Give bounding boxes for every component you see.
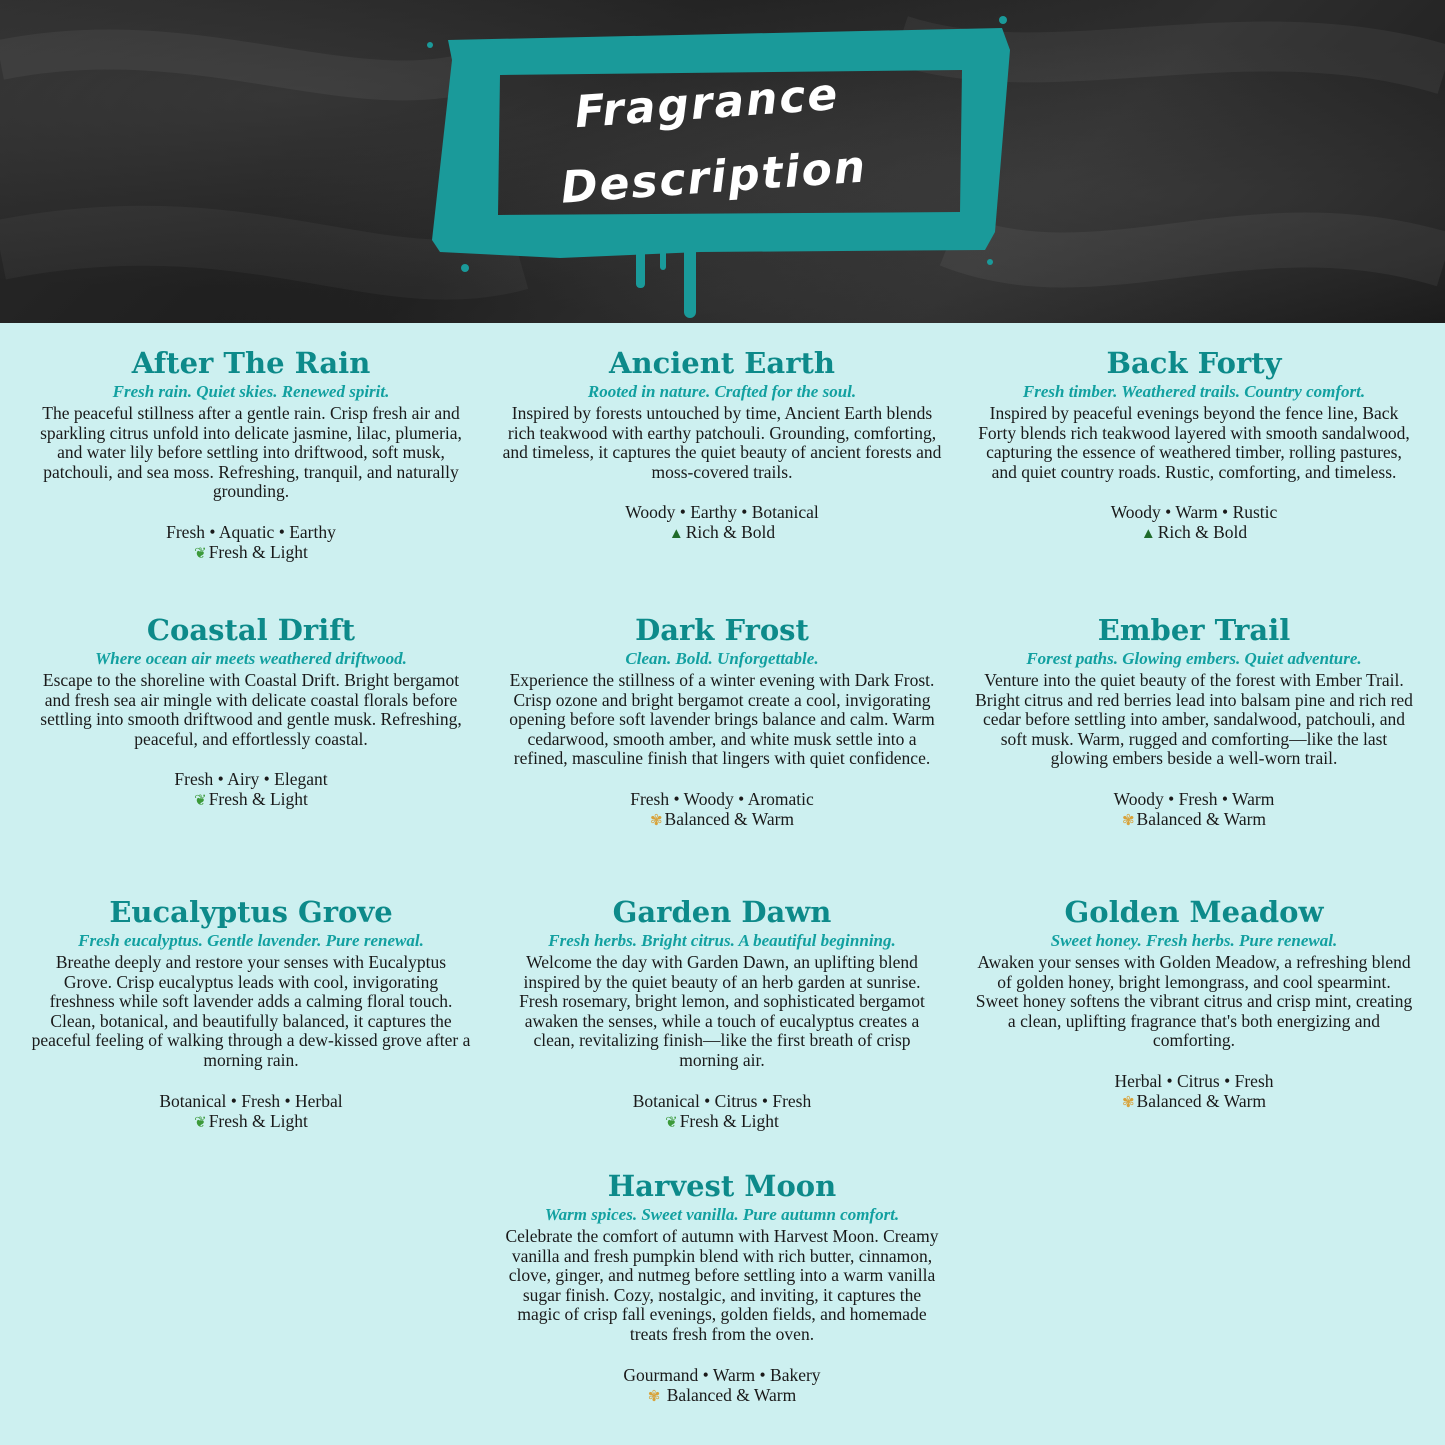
- fragrance-tagline: Warm spices. Sweet vanilla. Pure autumn comfort.: [544, 1205, 900, 1224]
- fragrance-strength: ✾ Balanced & Warm: [1121, 1090, 1267, 1111]
- fragrance-tagline: Clean. Bold. Unforgettable.: [625, 649, 819, 668]
- fragrance-description: Inspired by peaceful evenings beyond the fence line, Back Forty blends rich teakwood layered with smooth sandalwood, capturing the essence of weathered timber, rolling pastures, and quiet country roads. Rustic, comforting, and timeless.: [978, 403, 1410, 482]
- fragrance-name: Golden Meadow: [1064, 895, 1324, 929]
- fragrance-strength: ✾ Balanced & Warm: [647, 1384, 797, 1405]
- fragrance-strength: ❦ Fresh & Light: [194, 789, 308, 810]
- leaf-icon: ❦: [665, 1114, 678, 1131]
- evergreen-tree-icon: ▲: [1140, 526, 1156, 543]
- fragrance-card-ancient-earth: [502, 345, 942, 544]
- fragrance-card-back-forty: [974, 345, 1414, 544]
- wheat-icon: ✾: [647, 1388, 661, 1405]
- fragrance-card-garden-dawn: [502, 894, 942, 1133]
- fragrance-description: Escape to the shoreline with Coastal Drift. Bright bergamot and fresh sea air mingle with delicate coastal florals before settling into smooth driftwood and gentle musk. Refreshing, peaceful, and effortlessly coastal.: [40, 670, 462, 749]
- fragrance-card-eucalyptus-grove: [31, 894, 471, 1133]
- fragrance-card-dark-frost: [502, 612, 942, 831]
- header-banner: [0, 0, 1445, 323]
- fragrance-name: After The Rain: [131, 346, 371, 380]
- fragrance-notes: Botanical • Fresh • Herbal: [159, 1090, 343, 1111]
- fragrance-name: Garden Dawn: [612, 895, 832, 929]
- fragrance-tagline: Where ocean air meets weathered driftwood.: [95, 649, 407, 668]
- paint-frame: [0, 0, 1445, 323]
- fragrance-name: Harvest Moon: [607, 1169, 837, 1203]
- fragrance-card-after-the-rain: [31, 345, 471, 564]
- fragrance-strength: ▲ Rich & Bold: [668, 522, 776, 543]
- fragrance-name: Ancient Earth: [609, 346, 835, 380]
- fragrance-card-golden-meadow: [974, 894, 1414, 1113]
- fragrance-description: Celebrate the comfort of autumn with Harvest Moon. Creamy vanilla and fresh pumpkin blend with rich butter, cinnamon, clove, ginger, and nutmeg before settling into a warm vanilla sugar finish. Cozy, nostalgic, and inviting, it captures the magic of crisp fall evenings, golden fields, and homemade treats fresh from the oven.: [505, 1226, 939, 1344]
- fragrance-description: Experience the stillness of a winter evening with Dark Frost. Crisp ozone and bright bergamot create a cool, invigorating opening before soft lavender brings balance and calm. Warm cedarwood, smooth amber, and white musk settle into a refined, masculine finish that lingers with quiet confidence.: [509, 670, 935, 769]
- fragrance-tagline: Fresh eucalyptus. Gentle lavender. Pure renewal.: [78, 931, 424, 950]
- fragrance-notes: Woody • Warm • Rustic: [1110, 502, 1278, 523]
- fragrance-description: Breathe deeply and restore your senses with Eucalyptus Grove. Crisp eucalyptus leads with cool, invigorating freshness while soft lavender adds a calming floral touch. Clean, botanical, and beautifully balanced, it captures the peaceful feeling of walking through a dew-kissed grove after a morning rain.: [31, 952, 471, 1070]
- fragrance-notes: Botanical • Citrus • Fresh: [632, 1090, 812, 1111]
- fragrance-notes: Herbal • Citrus • Fresh: [1114, 1070, 1274, 1091]
- leaf-icon: ❦: [194, 793, 207, 810]
- fragrance-name: Eucalyptus Grove: [109, 895, 393, 929]
- wheat-icon: ✾: [1121, 812, 1135, 829]
- fragrance-strength: ▲ Rich & Bold: [1140, 522, 1248, 543]
- fragrance-description: Inspired by forests untouched by time, Ancient Earth blends rich teakwood with earthy patchouli. Grounding, comforting, and timeless, it captures the quiet beauty of ancient forests and moss-covered trails.: [502, 403, 942, 482]
- fragrance-strength: ✾ Balanced & Warm: [649, 808, 795, 829]
- wheat-icon: ✾: [649, 812, 663, 829]
- fragrance-tagline: Sweet honey. Fresh herbs. Pure renewal.: [1050, 931, 1338, 950]
- fragrance-notes: Fresh • Woody • Aromatic: [630, 788, 814, 809]
- fragrance-strength: ❦ Fresh & Light: [194, 541, 308, 562]
- fragrance-notes: Woody • Fresh • Warm: [1113, 788, 1275, 809]
- fragrance-card-ember-trail: [974, 612, 1414, 831]
- evergreen-tree-icon: ▲: [668, 526, 684, 543]
- header-title-line1: Fragrance: [573, 68, 841, 139]
- fragrance-tagline: Forest paths. Glowing embers. Quiet adventure.: [1026, 649, 1362, 668]
- header-title-line2: Description: [559, 141, 869, 214]
- fragrance-card-coastal-drift: [31, 612, 471, 811]
- fragrance-strength: ❦ Fresh & Light: [194, 1110, 308, 1131]
- leaf-icon: ❦: [194, 1114, 207, 1131]
- fragrance-name: Coastal Drift: [146, 613, 356, 647]
- fragrance-name: Back Forty: [1106, 346, 1282, 380]
- fragrance-card-harvest-moon: [502, 1168, 942, 1407]
- fragrance-notes: Fresh • Airy • Elegant: [174, 769, 328, 790]
- fragrance-name: Ember Trail: [1097, 613, 1291, 647]
- fragrance-tagline: Rooted in nature. Crafted for the soul.: [587, 382, 857, 401]
- fragrance-tagline: Fresh herbs. Bright citrus. A beautiful beginning.: [548, 931, 896, 950]
- fragrance-name: Dark Frost: [635, 613, 809, 647]
- fragrance-description: Venture into the quiet beauty of the forest with Ember Trail. Bright citrus and red berries lead into balsam pine and rich red cedar before settling into amber, sandalwood, patchouli, and soft musk. Warm, rugged and comforting—like the last glowing embers beside a well-worn trail.: [975, 670, 1413, 769]
- fragrance-tagline: Fresh rain. Quiet skies. Renewed spirit.: [112, 382, 390, 401]
- fragrance-description: Welcome the day with Garden Dawn, an uplifting blend inspired by the quiet beauty of an herb garden at sunrise. Fresh rosemary, bright lemon, and sophisticated bergamot awaken the senses, while a touch of eucalyptus creates a clean, revitalizing finish—like the first breath of crisp morning air.: [519, 952, 925, 1070]
- wheat-icon: ✾: [1121, 1094, 1135, 1111]
- fragrance-description: Awaken your senses with Golden Meadow, a refreshing blend of golden honey, bright lemongrass, and cool spearmint. Sweet honey softens the vibrant citrus and crisp mint, creating a clean, uplifting fragrance that's both energizing and comforting.: [975, 952, 1413, 1051]
- fragrance-strength: ❦ Fresh & Light: [665, 1110, 779, 1131]
- fragrance-tagline: Fresh timber. Weathered trails. Country comfort.: [1022, 382, 1366, 401]
- fragrance-description: The peaceful stillness after a gentle rain. Crisp fresh air and sparkling citrus unfold into delicate jasmine, lilac, plumeria, and water lily before settling into driftwood, soft musk, patchouli, and sea moss. Refreshing, tranquil, and naturally grounding.: [40, 403, 462, 502]
- fragrance-strength: ✾ Balanced & Warm: [1121, 808, 1267, 829]
- fragrance-notes: Gourmand • Warm • Bakery: [623, 1364, 821, 1385]
- fragrance-notes: Woody • Earthy • Botanical: [625, 502, 819, 523]
- leaf-icon: ❦: [194, 545, 207, 562]
- fragrance-notes: Fresh • Aquatic • Earthy: [166, 521, 336, 542]
